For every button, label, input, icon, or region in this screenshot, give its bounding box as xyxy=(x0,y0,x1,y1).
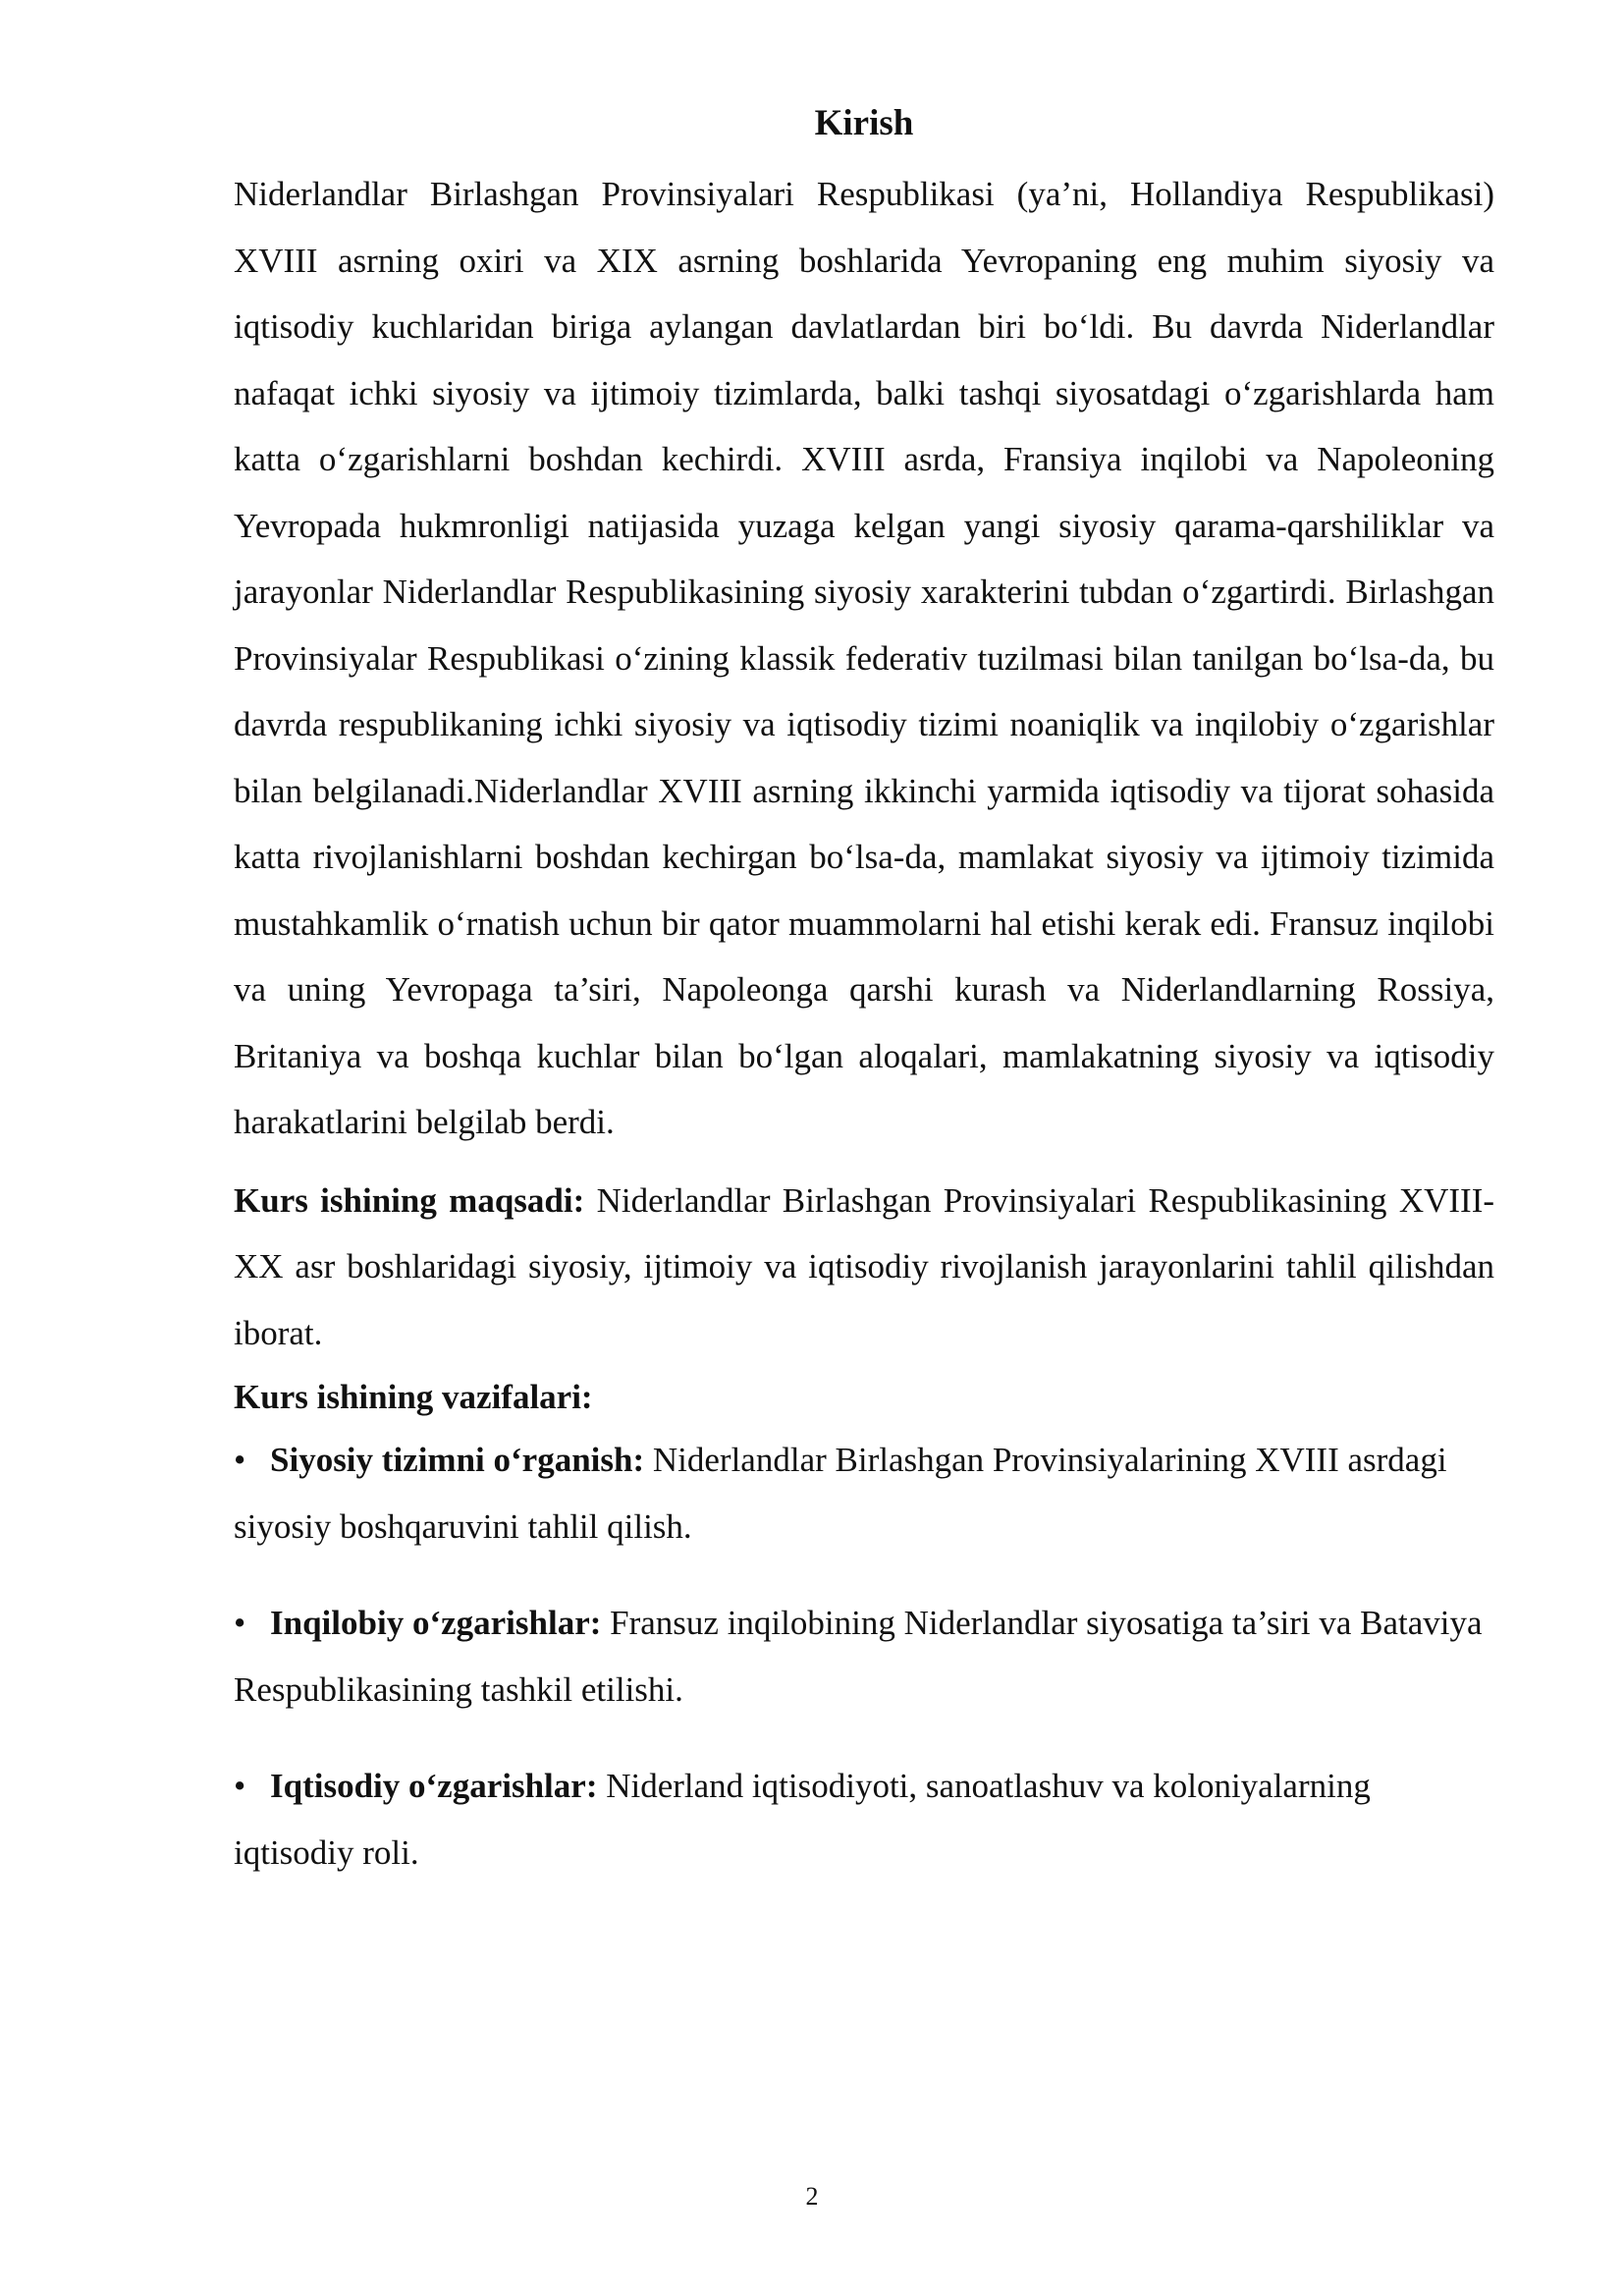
task-text: Niderlandlar Birlashgan Provinsiyalarining XVIII asrdagi siyosiy boshqaruvini tahlil qilish. xyxy=(234,1441,1447,1546)
task-label: Siyosiy tizimni o‘rganish: xyxy=(270,1441,645,1479)
tasks-heading: Kurs ishining vazifalari: xyxy=(234,1378,593,1416)
goal-label: Kurs ishining maqsadi: xyxy=(234,1180,585,1220)
document-page xyxy=(234,98,1494,1916)
bullet-icon: • xyxy=(234,1441,246,1479)
page-number: 2 xyxy=(805,2182,819,2211)
task-label: Inqilobiy o‘zgarishlar: xyxy=(270,1604,602,1642)
bullet-icon: • xyxy=(234,1767,246,1805)
list-item xyxy=(234,1753,1494,1886)
task-text: Niderland iqtisodiyoti, sanoatlashuv va koloniyalarning iqtisodiy roli. xyxy=(234,1767,1371,1872)
task-text: Fransuz inqilobining Niderlandlar siyosatiga ta’siri va Bataviya Respublikasining tashkil etilishi. xyxy=(234,1604,1483,1709)
bullet-icon: • xyxy=(234,1604,246,1642)
intro-paragraph: Niderlandlar Birlashgan Provinsiyalari Respublikasi (ya’ni, Hollandiya Respublikasi) XVIII asrning oxiri va XIX asrning boshlarida Yevropaning eng muhim siyosiy va iqtisodiy kuchlaridan biriga aylangan davlatlardan biri bo‘ldi. Bu davrda Niderlandlar nafaqat ichki siyosiy va ijtimoiy tizimlarda, balki tashqi siyosatdagi o‘zgarishlarda ham katta o‘zgarishlarni boshdan kechirdi. XVIII asrda, Fransiya inqilobi va Napoleoning Yevropada hukmronligi natijasida yuzaga kelgan yangi siyosiy qarama-qarshiliklar va jarayonlar Niderlandlar Respublikasining siyosiy xarakterini tubdan o‘zgartirdi. Birlashgan Provinsiyalar Respublikasi o‘zining klassik federativ tuzilmasi bilan tanilgan bo‘lsa-da, bu davrda respublikaning ichki siyosiy va iqtisodiy tizimi noaniqlik va inqilobiy o‘zgarishlar bilan belgilanadi.Niderlandlar XVIII asrning ikkinchi yarmida iqtisodiy va tijorat sohasida katta rivojlanishlarni boshdan kechirgan bo‘lsa-da, mamlakat siyosiy va ijtimoiy tizimida mustahkamlik o‘rnatish uchun bir qator muammolarni hal etishi kerak edi. Fransuz inqilobi va uning Yevropaga ta’siri, Napoleonga qarshi kurash va Niderlandlarning Rossiya, Britaniya va boshqa kuchlar bilan bo‘lgan aloqalari, mamlakatning siyosiy va iqtisodiy harakatlarini belgilab berdi. xyxy=(234,175,1494,1141)
task-label: Iqtisodiy o‘zgarishlar: xyxy=(270,1767,598,1805)
goal-text: Niderlandlar Birlashgan Provinsiyalari Respublikasining XVIII-XX asr boshlaridagi siyosiy, ijtimoiy va iqtisodiy rivojlanish jarayonlarini tahlil qilishdan iborat. xyxy=(234,1180,1494,1352)
list-item xyxy=(234,1427,1494,1560)
list-item xyxy=(234,1590,1494,1723)
goal-paragraph xyxy=(234,1168,1494,1367)
tasks-list xyxy=(234,1427,1494,1886)
page-title: Kirish xyxy=(814,103,914,143)
